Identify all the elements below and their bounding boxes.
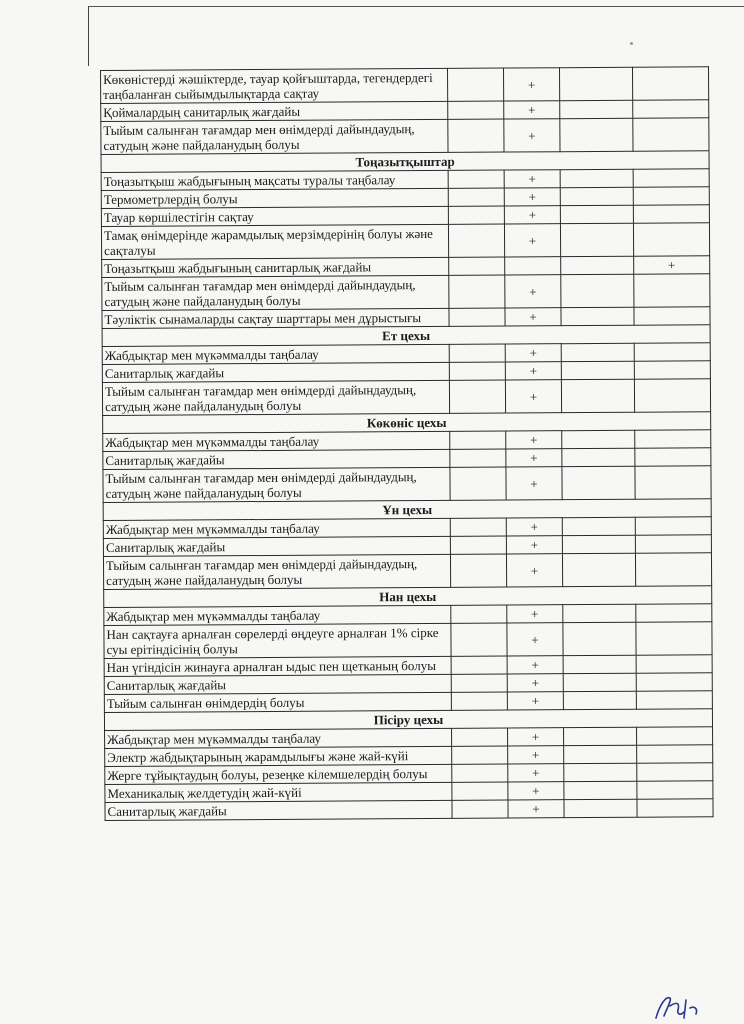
requirement-text: Тоңазытқыш жабдығының мақсаты туралы таңбалау [101, 170, 448, 190]
mark-cell-1 [449, 344, 505, 362]
mark-cell-3 [560, 187, 633, 205]
requirement-text: Тамақ өнімдерінде жарамдылық мерзімдерінің болуы және сақталуы [101, 224, 448, 259]
inspection-checklist-table [100, 66, 714, 821]
mark-cell-2: + [508, 764, 564, 782]
checklist-row [103, 466, 711, 503]
mark-cell-1 [448, 224, 504, 257]
requirement-text: Санитарлық жағдайы [104, 674, 451, 694]
mark-cell-2: + [505, 308, 561, 326]
requirement-text: Тыйым салынған тағамдар мен өнімдерді дайындаудың, сатудың және пайдаланудың болуы [102, 275, 449, 310]
mark-cell-4 [635, 448, 711, 466]
checklist-row [102, 379, 710, 416]
requirement-text: Жабдықтар мен мүкәммалды таңбалау [104, 605, 451, 625]
mark-cell-4 [633, 223, 709, 256]
mark-cell-4 [634, 274, 710, 307]
mark-cell-2: + [504, 101, 560, 119]
mark-cell-3 [560, 118, 633, 151]
checklist-row [105, 799, 713, 821]
mark-cell-3 [562, 553, 635, 586]
mark-cell-3 [563, 673, 636, 691]
mark-cell-1 [450, 431, 506, 449]
mark-cell-3 [562, 466, 635, 499]
mark-cell-3 [560, 100, 633, 118]
requirement-text: Термометрлердің болуы [101, 188, 448, 208]
mark-cell-2: + [507, 692, 563, 710]
mark-cell-4 [635, 430, 711, 448]
mark-cell-1 [448, 170, 504, 188]
mark-cell-2: + [506, 536, 562, 554]
requirement-text: Тыйым салынған өнімдердің болуы [104, 692, 451, 712]
mark-cell-4 [633, 169, 709, 187]
mark-cell-4 [634, 379, 710, 412]
mark-cell-3 [564, 763, 637, 781]
mark-cell-2: + [505, 344, 561, 362]
scan-speck [630, 42, 633, 45]
mark-cell-2: + [504, 224, 560, 257]
mark-cell-4: + [634, 256, 710, 274]
requirement-text: Жерге тұйықтаудың болуы, резеңке кілемшелердің болуы [105, 764, 452, 784]
mark-cell-3 [564, 781, 637, 799]
mark-cell-2: + [504, 119, 560, 152]
checklist-body [101, 67, 714, 821]
checklist-row [103, 553, 711, 590]
checklist-row [101, 118, 709, 155]
scan-top-edge [88, 6, 744, 7]
mark-cell-3 [562, 448, 635, 466]
mark-cell-1 [449, 275, 505, 308]
mark-cell-1 [448, 101, 504, 119]
requirement-text: Жабдықтар мен мүкәммалды таңбалау [105, 728, 452, 748]
requirement-text: Тыйым салынған тағамдар мен өнімдерді дайындаудың, сатудың және пайдаланудың болуы [103, 467, 450, 502]
requirement-text: Санитарлық жағдайы [105, 800, 452, 820]
mark-cell-4 [637, 799, 713, 817]
checklist-row [102, 274, 710, 311]
requirement-text: Электр жабдықтарының жарамдылығы және жай-күйі [105, 746, 452, 766]
mark-cell-1 [450, 554, 506, 587]
mark-cell-2: + [505, 275, 561, 308]
section-heading: Ұн цехы [103, 499, 711, 521]
mark-cell-1 [447, 68, 503, 101]
mark-cell-1 [451, 692, 507, 710]
mark-cell-3 [563, 691, 636, 709]
signature-mark [650, 990, 720, 1022]
mark-cell-1 [449, 362, 505, 380]
requirement-text: Нан сақтауға арналған сөрелерді өңдеуге арналған 1% сірке суы ерітіндісінің болуы [104, 623, 451, 658]
requirement-text: Санитарлық жағдайы [102, 362, 449, 382]
mark-cell-4 [633, 118, 709, 151]
requirement-text: Жабдықтар мен мүкәммалды таңбалау [103, 518, 450, 538]
mark-cell-4 [636, 604, 712, 622]
mark-cell-3 [563, 604, 636, 622]
mark-cell-1 [450, 467, 506, 500]
section-heading: Көкөніс цехы [103, 412, 711, 434]
mark-cell-2: + [507, 674, 563, 692]
scan-left-edge [88, 6, 89, 66]
mark-cell-1 [452, 782, 508, 800]
mark-cell-4 [637, 745, 713, 763]
requirement-text: Тауар көршілестігін сақтау [101, 206, 448, 226]
requirement-text: Механикалық желдетудің жай-күйі [105, 782, 452, 802]
mark-cell-3 [562, 430, 635, 448]
requirement-text: Жабдықтар мен мүкәммалды таңбалау [103, 431, 450, 451]
mark-cell-3 [561, 379, 634, 412]
mark-cell-4 [636, 691, 712, 709]
mark-cell-3 [560, 169, 633, 187]
mark-cell-2: + [508, 746, 564, 764]
mark-cell-1 [448, 206, 504, 224]
mark-cell-2 [505, 257, 561, 275]
mark-cell-3 [564, 799, 637, 817]
mark-cell-4 [636, 673, 712, 691]
mark-cell-3 [559, 67, 632, 100]
requirement-text: Нан үгіндісін жинауға арналған ыдыс пен щетканың болуы [104, 656, 451, 676]
mark-cell-4 [633, 187, 709, 205]
mark-cell-1 [448, 188, 504, 206]
mark-cell-4 [637, 781, 713, 799]
mark-cell-4 [637, 727, 713, 745]
mark-cell-4 [633, 205, 709, 223]
requirement-text: Қоймалардың санитарлық жағдайы [101, 101, 448, 121]
mark-cell-2: + [505, 380, 561, 413]
mark-cell-1 [449, 380, 505, 413]
mark-cell-4 [636, 655, 712, 673]
requirement-text: Тыйым салынған тағамдар мен өнімдерді дайындаудың, сатудың және пайдаланудың болуы [101, 119, 448, 154]
requirement-text: Көкөністерді жәшіктерде, тауар қойғыштарда, тегендердегі таңбаланған сыйымдылықтарда сақтау [101, 68, 448, 103]
requirement-text: Санитарлық жағдайы [103, 536, 450, 556]
mark-cell-4 [635, 553, 711, 586]
section-heading: Тоңазытқыштар [101, 151, 709, 173]
mark-cell-3 [561, 343, 634, 361]
mark-cell-2: + [506, 518, 562, 536]
mark-cell-1 [449, 257, 505, 275]
mark-cell-4 [635, 466, 711, 499]
mark-cell-1 [450, 449, 506, 467]
mark-cell-1 [452, 728, 508, 746]
mark-cell-4 [637, 763, 713, 781]
section-heading: Пісіру цехы [104, 709, 712, 731]
mark-cell-3 [561, 274, 634, 307]
mark-cell-2: + [508, 782, 564, 800]
section-heading: Ет цехы [102, 325, 710, 347]
checklist-row [104, 622, 712, 659]
mark-cell-2: + [507, 656, 563, 674]
mark-cell-1 [451, 656, 507, 674]
mark-cell-3 [560, 223, 633, 256]
checklist-row [101, 67, 709, 104]
mark-cell-3 [563, 622, 636, 655]
mark-cell-2: + [504, 188, 560, 206]
mark-cell-4 [635, 517, 711, 535]
mark-cell-2: + [506, 467, 562, 500]
mark-cell-4 [634, 307, 710, 325]
mark-cell-1 [451, 605, 507, 623]
mark-cell-3 [562, 517, 635, 535]
mark-cell-1 [449, 308, 505, 326]
requirement-text: Санитарлық жағдайы [103, 449, 450, 469]
mark-cell-3 [561, 256, 634, 274]
section-heading: Нан цехы [104, 586, 712, 608]
mark-cell-2: + [504, 206, 560, 224]
mark-cell-4 [633, 100, 709, 118]
mark-cell-1 [451, 674, 507, 692]
mark-cell-1 [450, 536, 506, 554]
requirement-text: Жабдықтар мен мүкәммалды таңбалау [102, 344, 449, 364]
mark-cell-3 [561, 307, 634, 325]
requirement-text: Тоңазытқыш жабдығының санитарлық жағдайы [102, 257, 449, 277]
mark-cell-2: + [503, 68, 559, 101]
mark-cell-4 [635, 535, 711, 553]
mark-cell-2: + [508, 800, 564, 818]
mark-cell-3 [564, 745, 637, 763]
mark-cell-2: + [506, 554, 562, 587]
mark-cell-2: + [507, 623, 563, 656]
mark-cell-3 [562, 535, 635, 553]
mark-cell-3 [564, 727, 637, 745]
mark-cell-1 [452, 746, 508, 764]
mark-cell-2: + [507, 605, 563, 623]
mark-cell-1 [451, 623, 507, 656]
mark-cell-4 [636, 622, 712, 655]
mark-cell-4 [632, 67, 708, 100]
mark-cell-2: + [506, 449, 562, 467]
requirement-text: Тәуліктік сынамаларды сақтау шарттары мен дұрыстығы [102, 308, 449, 328]
mark-cell-2: + [505, 362, 561, 380]
requirement-text: Тыйым салынған тағамдар мен өнімдерді дайындаудың, сатудың және пайдаланудың болуы [103, 554, 450, 589]
mark-cell-2: + [506, 431, 562, 449]
mark-cell-1 [448, 119, 504, 152]
mark-cell-1 [452, 764, 508, 782]
checklist-row [101, 223, 709, 260]
mark-cell-1 [452, 800, 508, 818]
mark-cell-2: + [504, 170, 560, 188]
mark-cell-3 [563, 655, 636, 673]
mark-cell-1 [450, 518, 506, 536]
mark-cell-2: + [508, 728, 564, 746]
mark-cell-4 [634, 361, 710, 379]
requirement-text: Тыйым салынған тағамдар мен өнімдерді дайындаудың, сатудың және пайдаланудың болуы [102, 380, 449, 415]
mark-cell-3 [561, 361, 634, 379]
mark-cell-3 [560, 205, 633, 223]
mark-cell-4 [634, 343, 710, 361]
